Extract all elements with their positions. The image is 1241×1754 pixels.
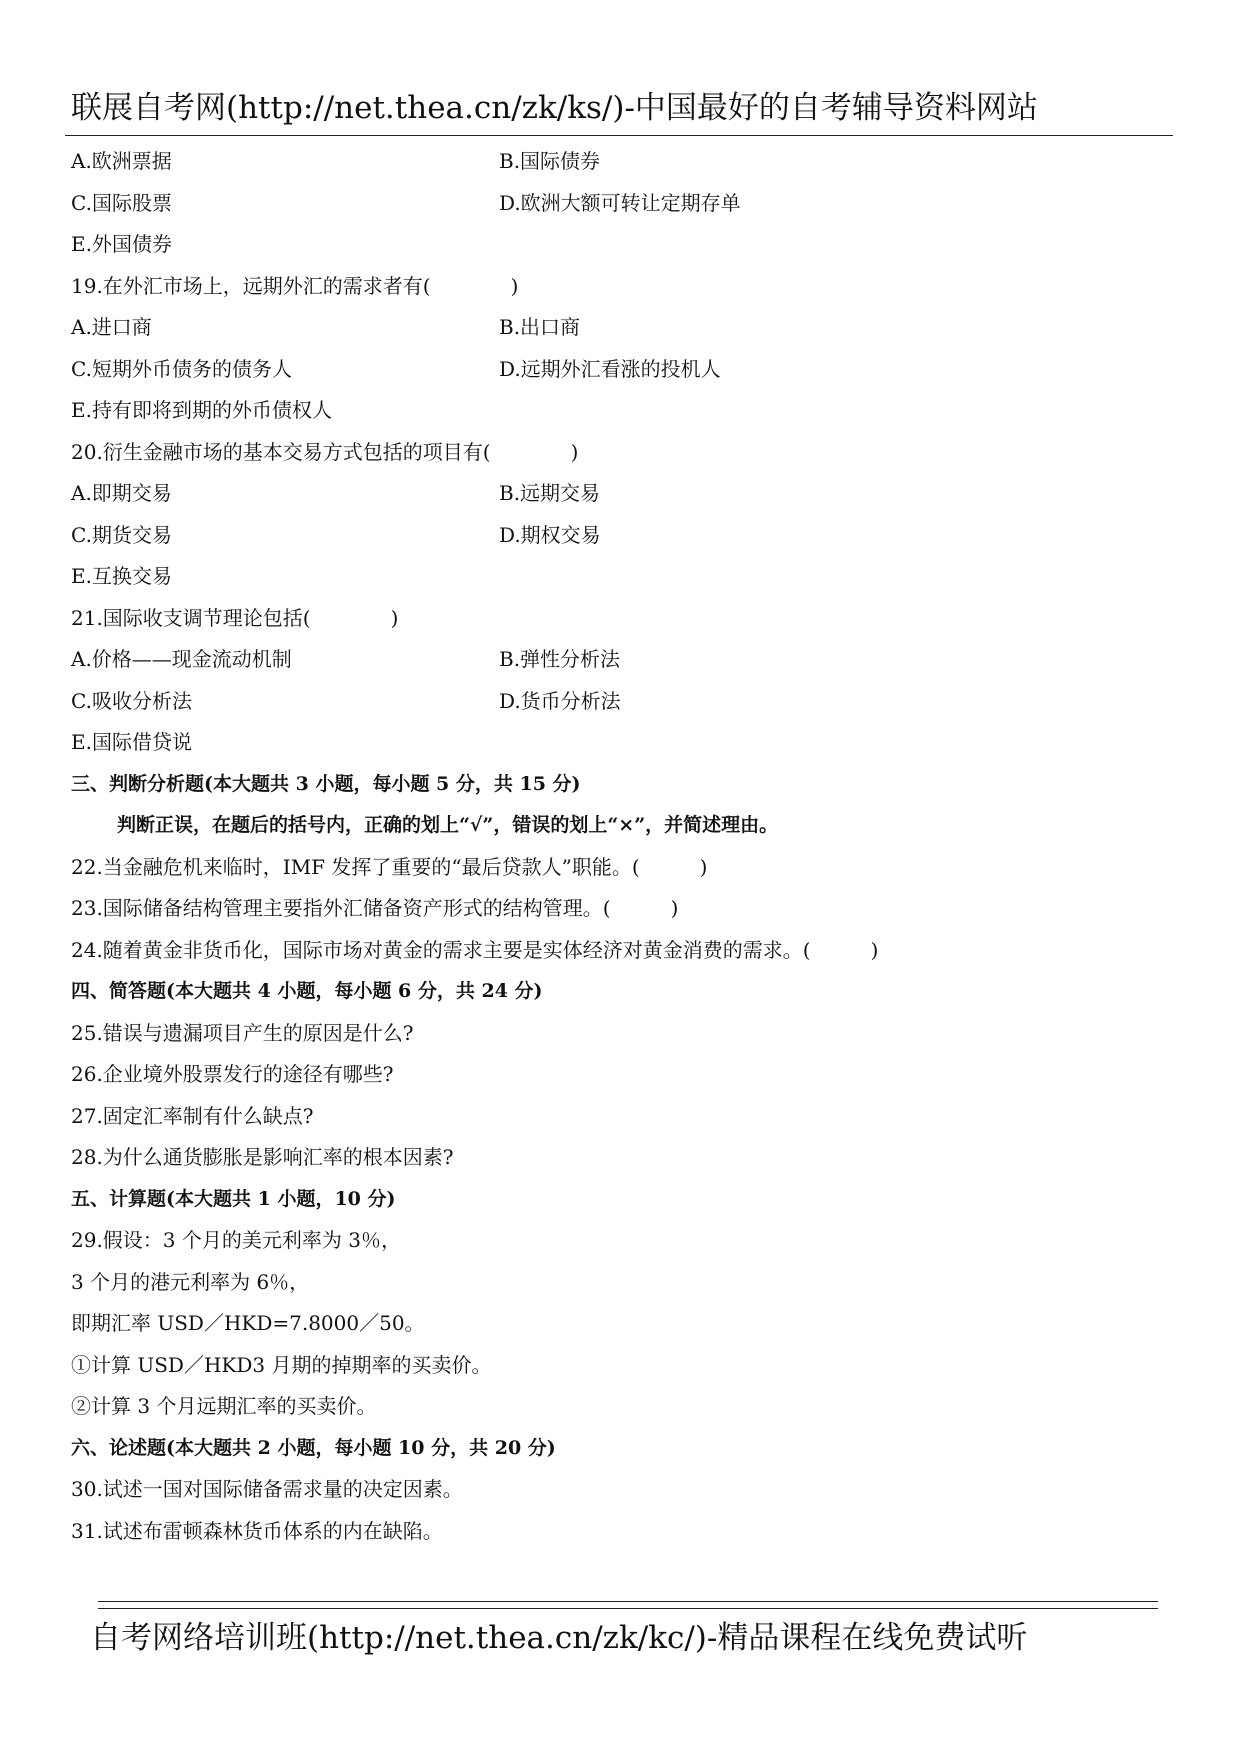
line-text: 即期汇率 USD／HKD=7.8000／50。 (71, 1311, 425, 1335)
question-line (71, 520, 1171, 562)
question-line (71, 354, 1171, 396)
line-text: 28.为什么通货膨胀是影响汇率的根本因素? (71, 1145, 454, 1169)
question-line (71, 229, 1171, 271)
line-text: E.持有即将到期的外币债权人 (71, 398, 332, 422)
exam-content (71, 146, 1171, 1557)
line-text: 21.国际收支调节理论包括( ) (71, 605, 399, 630)
option-right: D.期权交易 (499, 522, 601, 547)
question-line (71, 437, 1171, 479)
question-line (71, 935, 1171, 977)
section-heading (71, 769, 1171, 811)
question-line (71, 146, 1171, 188)
line-text: A.即期交易 (71, 481, 172, 505)
question-line (71, 1516, 1171, 1558)
line-text: C.吸收分析法 (71, 688, 192, 713)
option-right: B.弹性分析法 (499, 647, 621, 671)
line-text: A.进口商 (71, 315, 152, 339)
question-line (71, 852, 1171, 894)
option-right: B.远期交易 (499, 481, 601, 505)
option-right: D.欧洲大额可转让定期存单 (499, 190, 741, 215)
line-text: A.欧洲票据 (71, 149, 172, 173)
question-line (71, 1308, 1171, 1350)
question-line (71, 727, 1171, 769)
line-text: 23.国际储备结构管理主要指外汇储备资产形式的结构管理。( ) (71, 896, 679, 920)
line-text: 31.试述布雷顿森林货币体系的内在缺陷。 (71, 1518, 443, 1543)
line-text: C.短期外币债务的债务人 (71, 356, 292, 381)
page-footer: 自考网络培训班(http://net.thea.cn/zk/kc/)-精品课程在线免费试听 (90, 1620, 1028, 1656)
line-text: 四、简答题(本大题共 4 小题，每小题 6 分，共 24 分) (71, 980, 543, 1002)
question-line (71, 395, 1171, 437)
question-line (71, 1018, 1171, 1060)
question-line (71, 312, 1171, 354)
line-text: A.价格——现金流动机制 (71, 647, 292, 671)
line-text: 26.企业境外股票发行的途径有哪些? (71, 1062, 394, 1086)
line-text: 判断正误，在题后的括号内，正确的划上“√”，错误的划上“×”，并简述理由。 (117, 814, 779, 836)
line-text: 19.在外汇市场上，远期外汇的需求者有( ) (71, 273, 519, 298)
line-text: 25.错误与遗漏项目产生的原因是什么? (71, 1020, 414, 1045)
line-text: 22.当金融危机来临时，IMF 发挥了重要的“最后贷款人”职能。( ) (71, 854, 708, 879)
section-heading (71, 976, 1171, 1018)
header-divider (65, 135, 1173, 136)
line-text: ②计算 3 个月远期汇率的买卖价。 (71, 1394, 377, 1418)
page-header: 联展自考网(http://net.thea.cn/zk/ks/)-中国最好的自考辅导资料网站 (71, 90, 1038, 126)
line-text: E.国际借贷说 (71, 730, 192, 754)
question-line (71, 271, 1171, 313)
section-heading (71, 1184, 1171, 1226)
line-text: 24.随着黄金非货币化，国际市场对黄金的需求主要是实体经济对黄金消费的需求。( ) (71, 937, 879, 962)
line-text: 27.固定汇率制有什么缺点? (71, 1103, 314, 1128)
question-line (71, 1267, 1171, 1309)
option-right: B.国际债券 (499, 149, 601, 173)
option-right: B.出口商 (499, 315, 581, 339)
line-text: E.外国债券 (71, 232, 172, 256)
line-text: 五、计算题(本大题共 1 小题，10 分) (71, 1187, 396, 1210)
question-line (71, 893, 1171, 935)
line-text: C.国际股票 (71, 190, 172, 215)
option-right: D.远期外汇看涨的投机人 (499, 356, 721, 381)
line-text: 20.衍生金融市场的基本交易方式包括的项目有( ) (71, 439, 579, 464)
question-line (71, 1059, 1171, 1101)
question-line (71, 1391, 1171, 1433)
footer-divider (98, 1601, 1158, 1609)
line-text: 29.假设：3 个月的美元利率为 3％， (71, 1228, 401, 1252)
question-line (71, 603, 1171, 645)
line-text: C.期货交易 (71, 522, 172, 547)
question-line (71, 1142, 1171, 1184)
question-line (71, 188, 1171, 230)
question-line (71, 561, 1171, 603)
question-line (71, 478, 1171, 520)
question-line (71, 1225, 1171, 1267)
question-line (71, 1474, 1171, 1516)
section-heading (71, 810, 1171, 852)
question-line (71, 1101, 1171, 1143)
line-text: 30.试述一国对国际储备需求量的决定因素。 (71, 1477, 463, 1501)
section-heading (71, 1433, 1171, 1475)
line-text: 3 个月的港元利率为 6％， (71, 1269, 310, 1294)
line-text: 三、判断分析题(本大题共 3 小题，每小题 5 分，共 15 分) (71, 772, 581, 795)
question-line (71, 1350, 1171, 1392)
question-line (71, 644, 1171, 686)
line-text: E.互换交易 (71, 564, 172, 588)
option-right: D.货币分析法 (499, 688, 621, 713)
question-line (71, 686, 1171, 728)
line-text: ①计算 USD／HKD3 月期的掉期率的买卖价。 (71, 1352, 492, 1377)
line-text: 六、论述题(本大题共 2 小题，每小题 10 分，共 20 分) (71, 1436, 556, 1459)
